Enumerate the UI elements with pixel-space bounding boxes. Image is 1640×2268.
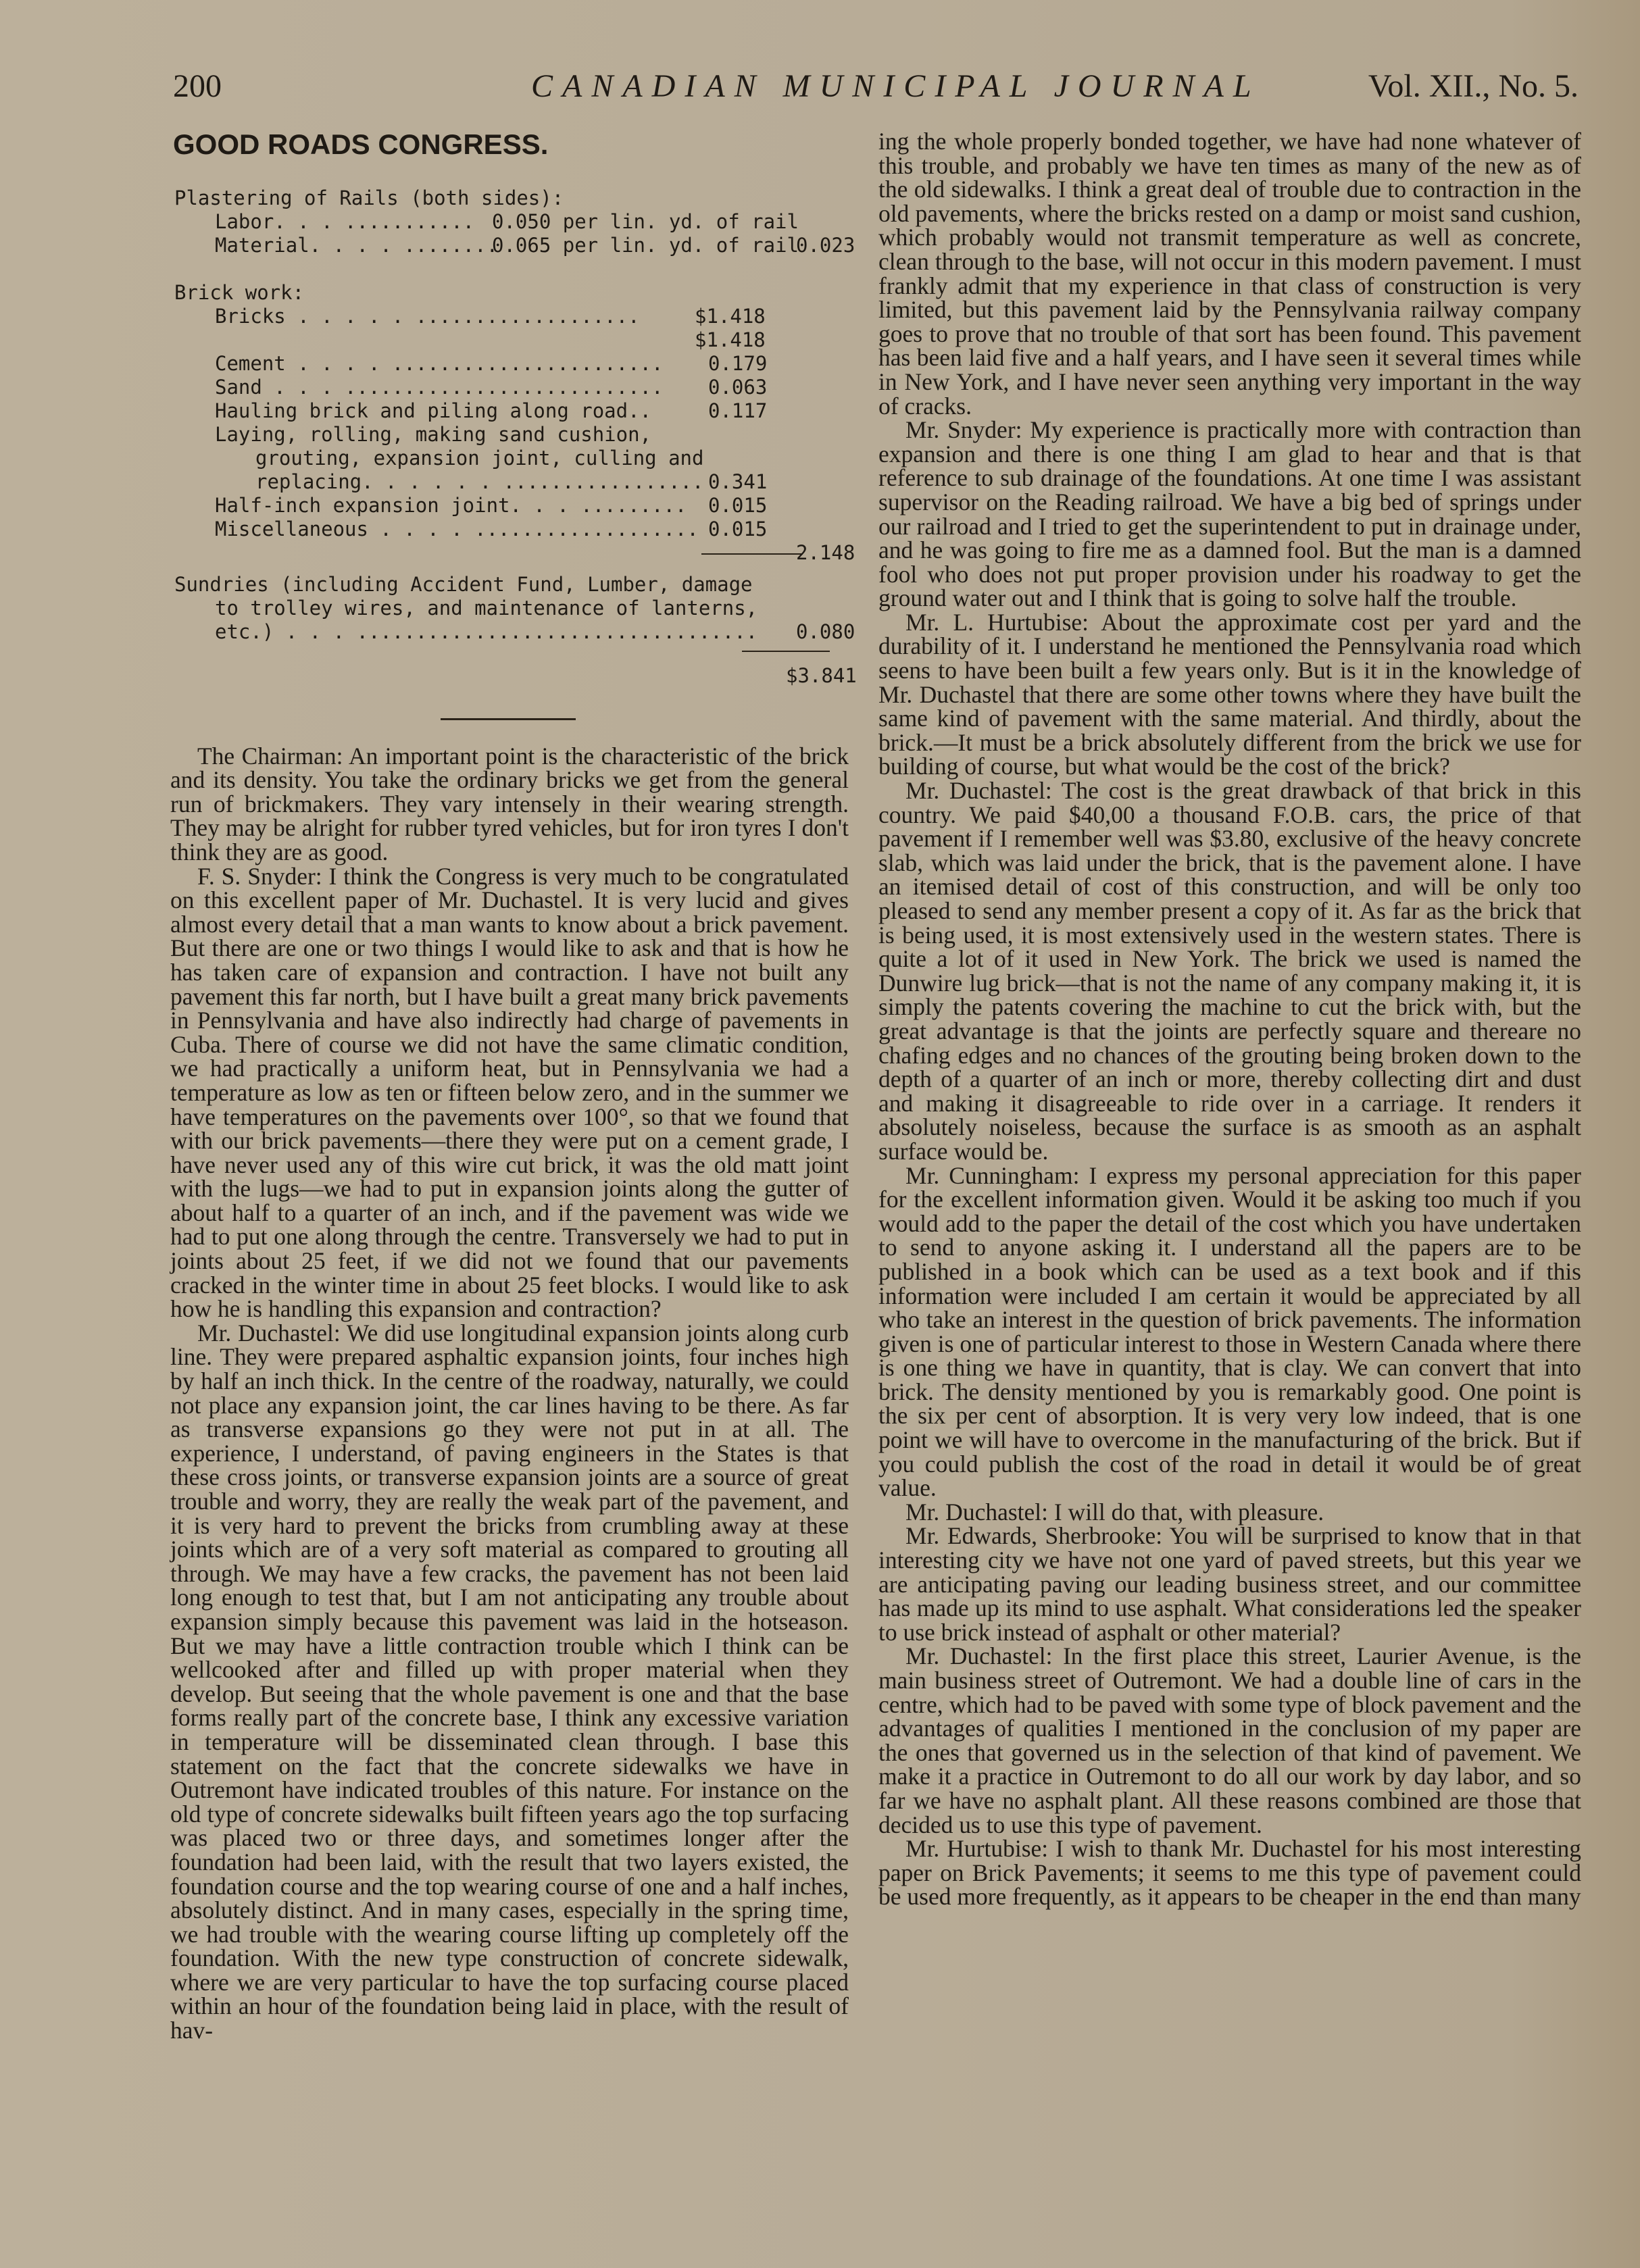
labor-label: Labor. . . ........... xyxy=(215,209,475,233)
left-column xyxy=(170,128,857,2044)
laying-line-2: grouting, expansion joint, culling and xyxy=(255,446,704,470)
plastering-total: 0.023 xyxy=(796,233,855,257)
paragraph-snyder: F. S. Snyder: I think the Congress is very much to be congratulated on this excellent paper of Mr. Duchastel. It is very lucid and gives almost every detail that a man wants to know about a brick pavement. But there are one or two things I would like to ask and that is how he has taken care of expansion and contraction. I have not built any pavement this far north, but I have built a great many brick pavements in Pennsylvania and have also indirectly had charge of pavements in Cuba. There of course we did not have the same climatic condition, we had practically a uniform heat, but in Pennsylvania we had a temperature as low as ten or fifteen below zero, and in the summer we have temperatures on the pavements over 100°, so that we found that with our brick pavements—there they were put on a cement grade, I have never used any of this wire cut brick, it was the old matt joint with the lugs—we had to put in expansion joints along the gutter of about half to a quarter of an inch, and if the pavement was wide we had to put one along through the centre. Transversely we had to put in joints about 25 feet, if we did not we found that our pavements cracked in the winter time in about 25 feet blocks. I would like to ask how he is handling this expansion and contraction? xyxy=(170,862,849,1323)
sundries-group xyxy=(174,572,857,691)
laying-value: 0.341 xyxy=(708,470,768,493)
journal-title: CANADIAN MUNICIPAL JOURNAL xyxy=(531,68,1261,104)
paragraph-duchastel-4: Mr. Duchastel: In the first place this street, Laurier Avenue, is the main business street of Outremont. We had a double line of cars in the centre, which had to be paved with some type of block pavement and the advantages of qualities I mentioned in the conclusion of my paper are the ones that governed us in the selection of that kind of pavement. We make it a practice in Outremont to do all our work by day labor, and so far we have no asphalt plant. All these reasons combined are those that decided us to use this type of pavement. xyxy=(878,1642,1581,1838)
bricks-value-2: $1.418 xyxy=(695,328,766,351)
total-rule xyxy=(742,651,830,652)
plastering-group xyxy=(174,186,855,257)
paragraph-chairman: The Chairman: An important point is the characteristic of the brick and its density. You take the ordinary bricks we get from the general run of brickmakers. They vary intensely in their wearing strength. They may be alright for rubber tyred vehicles, but for iron tyres I don't think they are as good. xyxy=(170,742,849,865)
hauling-label: Hauling brick and piling along road.. xyxy=(215,399,652,422)
brick-total: 2.148 xyxy=(796,540,855,564)
plastering-heading: Plastering of Rails (both sides): xyxy=(174,186,564,209)
brick-work-group xyxy=(174,280,855,565)
labor-unit: 0.050 per lin. yd. of rail xyxy=(492,209,799,233)
brick-heading: Brick work: xyxy=(174,280,305,304)
halfinch-value: 0.015 xyxy=(708,493,768,517)
cement-label: Cement . . . . ....................... xyxy=(215,351,664,375)
paragraph-hurtubise-1: Mr. L. Hurtubise: About the approximate cost per yard and the durability of it. I understand he mentioned the Pennsylvania road which seens to have been built a few years only. But is it in the knowledge of Mr. Duchastel that there are some other towns where they have built the same kind of pavement with the same material. And thirdly, about the brick.—It must be a brick absolutely different from the brick we use for building of course, but what would be the cost of the brick? xyxy=(878,608,1581,780)
page-number: 200 xyxy=(173,68,222,104)
sundries-line-1: Sundries (including Accident Fund, Lumber, damage xyxy=(174,572,753,596)
laying-line-3: replacing. . . . . . ................. xyxy=(255,470,704,493)
paragraph-snyder-2: Mr. Snyder: My experience is practically more with contraction than expansion and there is one thing I am glad to hear and that is that reference to sub drainage of the foundations. At one time I was assistant supervisor on the Reading railroad. We have a big bed of springs under our railroad and I tried to get the superintendent to put in drainage under, and he was going to fire me as a damned fool. But the man is a damned fool who does not put proper provision under his roadway to get the ground water out and I think that is going to solve half the trouble. xyxy=(878,416,1581,612)
paragraph-continued: ing the whole properly bonded together, we have had none whatever of this trouble, and probably we have ten times as many of the new as of the old sidewalks. I think a great deal of trouble due to contraction in the old pavements, where the bricks rested on a damp or moist sand cushion, which probably would not transmit temperature as well as concrete, clean through to the base, will not occur in this modern pavement. I must frankly admit that my experience in that class of construction is very limited, but this pavement laid by the Pennsylvania railway company goes to prove that no trouble of that sort has been found. This pavement has been laid five and a half years, and I have seen it several times while in New York, and I have never seen anything very important in the way of cracks. xyxy=(878,128,1581,420)
misc-value: 0.015 xyxy=(708,517,768,540)
sundries-value: 0.080 xyxy=(796,620,855,643)
sundries-line-2: to trolley wires, and maintenance of lanterns, xyxy=(215,596,758,620)
sundries-line-3: etc.) . . . .................................. xyxy=(215,620,758,643)
sand-value: 0.063 xyxy=(708,375,768,399)
cost-table xyxy=(170,186,857,691)
section-title: GOOD ROADS CONGRESS. xyxy=(173,128,549,160)
material-label: Material. . . . ........ xyxy=(215,233,499,257)
subtotal-rule xyxy=(701,553,803,555)
halfinch-label: Half-inch expansion joint. . . ......... xyxy=(215,493,687,517)
paragraph-duchastel-2: Mr. Duchastel: The cost is the great drawback of that brick in this country. We paid $40,00 a thousand F.O.B. cars, the price of that pavement if I remember well was $3.80, exclusive of the heavy concrete slab, which was laid under the brick, that is the pavement alone. I have an itemised detail of cost of this construction, and will be only too pleased to send any member present a copy of it. As far as the brick that is being used, it is most extensively used in the western states. There is quite a lot of it used in New York. The brick we used is named the Dunwire lug brick—that is not the name of any company making it, it is simply the patents covering the machine to cut the brick with, but the great advantage is that the joints are perfectly square and thereare no chafing edges and no chances of the grouting being broken down to the depth of a quarter of an inch or more, thereby collecting dirt and dust and making it disagreeable to ride over in a carriage. It renders it absolutely noiseless, because the surface is as smooth as an asphalt surface would be. xyxy=(878,777,1581,1165)
paragraph-hurtubise-2: Mr. Hurtubise: I wish to thank Mr. Duchastel for his most interesting paper on Brick Pavements; it seems to me this type of pavement could be used more frequently, as it appears to be cheaper in the end than many xyxy=(878,1835,1581,1911)
page-header xyxy=(173,68,1579,108)
paragraph-cunningham: Mr. Cunningham: I express my personal appreciation for this paper for the excellent information given. Would it be asking too much if you would add to the paper the detail of the cost which you have undertaken to send to anyone asking it. I understand all the papers are to be published in a book which can be used as a text book and if this information were included I am certain it would be appreciated by all who take an interest in the question of brick pavements. The information given is one of particular interest to those in Western Canada where there is one thing we have in quantity, that is clay. We can convert that into brick. The density mentioned by you is remarkably good. One point is the six per cent of absorption. It is very very low indeed, that is one point we will have to overcome in the manufacturing of the brick. But if you could publish the cost of the road in detail it would be of great value. xyxy=(878,1161,1581,1502)
section-divider xyxy=(441,718,576,720)
bricks-label: Bricks . . . . . ................... xyxy=(215,304,640,328)
misc-label: Miscellaneous . . . . ................... xyxy=(215,517,699,540)
volume-issue: Vol. XII., No. 5. xyxy=(1368,68,1579,104)
paragraph-duchastel-1: Mr. Duchastel: We did use longitudinal expansion joints along curb line. They were prepared asphaltic expansion joints, four inches high by half an inch thick. In the centre of the roadway, naturally, we could not place any expansion joint, the car lines having to be there. As far as transverse expansions go they were not put in at all. The experience, I understand, of paving engineers in the States is that these cross joints, or transverse expansion joints are a source of great trouble and worry, they are really the weak part of the pavement, and it is very hard to prevent the bricks from crumbling away at these joints which are of a very soft material as compared to grouting all through. We may have a few cracks, the pavement has not been laid long enough to test that, but I am not anticipating any trouble about expansion simply because this pavement was laid in the hotseason. But we may have a little contraction trouble which I think can be wellcooked after and filled up with proper material when they develop. But seeing that the whole pavement is one and that the base forms really part of the concrete base, I think any excessive variation in temperature will be disseminated clean through. I base this statement on the fact that the concrete sidewalks we have in Outremont have indicated troubles of this nature. For instance on the old type of concrete sidewalks built fifteen years ago the top surfacing was placed two or three days, and sometimes longer after the foundation had been laid, with the result that two layers existed, the foundation course and the top wearing course of one and a half inches, absolutely distinct. And in many cases, especially in the spring time, we had trouble with the wearing course lifting up completely off the foundation. With the new type construction of concrete sidewalk, where we are very particular to have the top surfacing course placed within an hour of the foundation being laid in place, with the result of hav- xyxy=(170,1319,849,2044)
paragraph-duchastel-3: Mr. Duchastel: I will do that, with pleasure. xyxy=(905,1498,1324,1526)
cement-value: 0.179 xyxy=(708,351,768,375)
laying-line-1: Laying, rolling, making sand cushion, xyxy=(215,422,652,446)
right-column xyxy=(878,130,1581,1909)
sand-label: Sand . . . ........................... xyxy=(215,375,664,399)
paragraph-edwards: Mr. Edwards, Sherbrooke: You will be surprised to know that in that interesting city we have not one yard of paved streets, but this year we are anticipating paving our leading business street, and our committee has made up its mind to use asphalt. What considerations led the speaker to use brick instead of asphalt or other material? xyxy=(878,1522,1581,1646)
grand-total: $3.841 xyxy=(786,663,857,687)
bricks-value: $1.418 xyxy=(695,304,766,328)
material-unit: 0.065 per lin. yd. of rail xyxy=(492,233,799,257)
hauling-value: 0.117 xyxy=(708,399,768,422)
